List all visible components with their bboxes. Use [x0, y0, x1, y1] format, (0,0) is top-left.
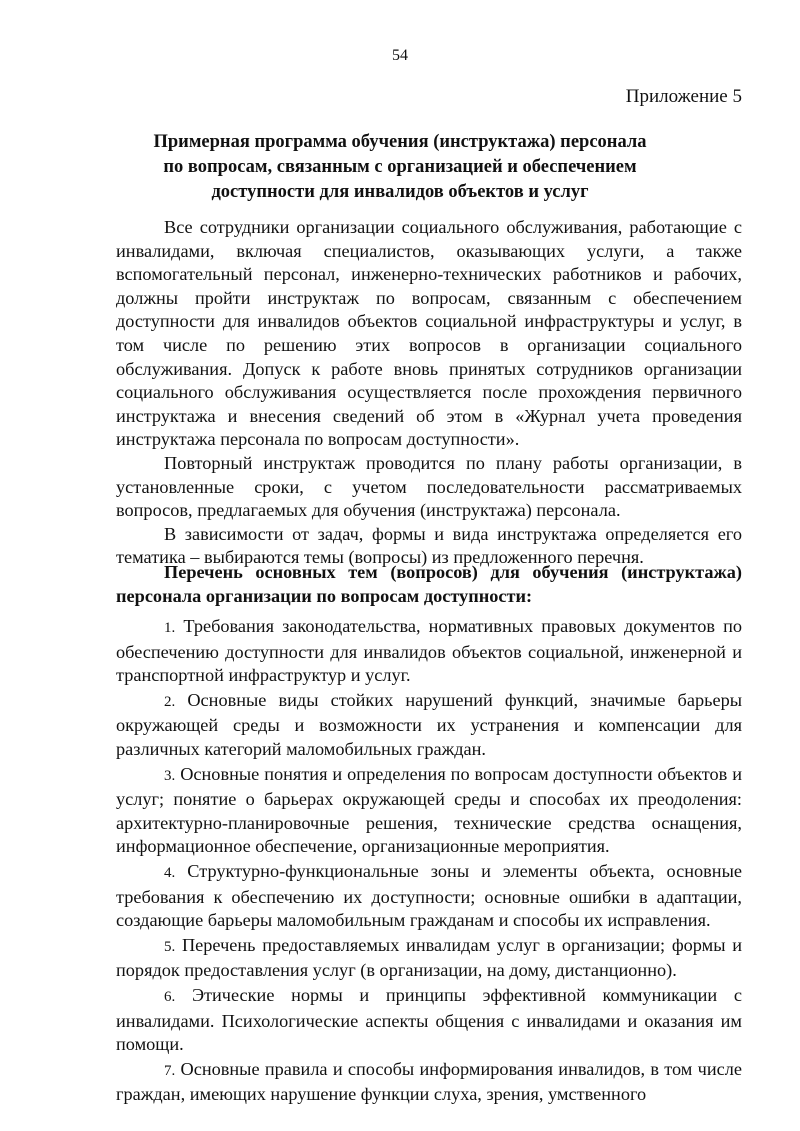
topic-text: Основные правила и способы информирования инвалидов, в том числе граждан, имеющих нарушение функции слуха, зрения, умственного	[116, 1058, 742, 1105]
topic-item-1	[116, 615, 742, 688]
topic-number: 3.	[164, 767, 176, 784]
topic-item-4	[116, 860, 742, 933]
topic-text: Основные виды стойких нарушений функций, значимые барьеры окружающей среды и возможности их устранения и компенсации для различных категорий маломобильных граждан.	[116, 689, 742, 759]
topic-number: 6.	[164, 988, 176, 1005]
appendix-label: Приложение 5	[625, 86, 742, 107]
topic-text: Структурно-функциональные зоны и элементы объекта, основные требования к обеспечению их доступности; основные ошибки в адаптации, создающие барьеры маломобильным гражданам и способы их исправления.	[116, 860, 742, 931]
topic-number: 2.	[164, 693, 176, 710]
topic-item-7	[116, 1058, 742, 1107]
topics-list	[116, 615, 742, 1108]
intro-paragraph-3: В зависимости от задач, формы и вида инструктажа определяется его тематика – выбираются темы (вопросы) из предложенного перечня.	[116, 523, 742, 568]
topic-item-2	[116, 689, 742, 762]
page-number: 54	[392, 47, 408, 64]
document-title	[100, 130, 700, 205]
title-line-2: по вопросам, связанным с организацией и обеспечением	[163, 157, 637, 177]
title-line-1: Примерная программа обучения (инструктажа) персонала	[153, 132, 647, 152]
topic-number: 7.	[164, 1062, 176, 1079]
topic-text: Основные понятия и определения по вопросам доступности объектов и услуг; понятие о барьерах окружающей среды и способах их преодоления: архитектурно-планировочные решения, технические средства оснащения, информационное обеспечение, организационные мероприятия.	[116, 763, 742, 857]
topic-item-6	[116, 984, 742, 1057]
topics-list-heading: Перечень основных тем (вопросов) для обучения (инструктажа) персонала организации по вопросам доступности:	[116, 562, 742, 606]
topic-number: 5.	[164, 938, 176, 955]
topic-text: Требования законодательства, нормативных правовых документов по обеспечению доступности для инвалидов объектов социальной, инженерной и транспортной инфраструктур и услуг.	[116, 616, 743, 686]
intro-paragraph-1: Все сотрудники организации социального обслуживания, работающие с инвалидами, включая специалистов, оказывающих услуги, а также вспомогательный персонал, инженерно-технических работников и рабочих, должны пройти инструктаж по вопросам, связанным с обеспечением доступности для инвалидов объектов социальной инфраструктуры и услуг, в том числе по решению этих вопросов в организации социального обслуживания. Допуск к работе вновь принятых сотрудников организации социального обслуживания осуществляется после прохождения первичного инструктажа и внесения сведений об этом в «Журнал учета проведения инструктажа персонала по вопросам доступности».	[116, 217, 742, 450]
topic-text: Этические нормы и принципы эффективной коммуникации с инвалидами. Психологические аспекты общения с инвалидами и оказания им помощи.	[116, 984, 742, 1055]
title-line-3: доступности для инвалидов объектов и услуг	[211, 182, 589, 202]
topic-number: 1.	[164, 620, 176, 636]
intro-section	[116, 216, 742, 570]
topic-item-5	[116, 934, 742, 983]
topic-text: Перечень предоставляемых инвалидам услуг в организации; формы и порядок предоставления услуг (в организации, на дому, дистанционно).	[116, 934, 742, 981]
topic-number: 4.	[164, 864, 176, 881]
intro-paragraph-2: Повторный инструктаж проводится по плану работы организации, в установленные сроки, с учетом последовательности рассматриваемых вопросов, предлагаемых для обучения (инструктажа) персонала.	[116, 452, 742, 521]
topic-item-3	[116, 763, 742, 859]
